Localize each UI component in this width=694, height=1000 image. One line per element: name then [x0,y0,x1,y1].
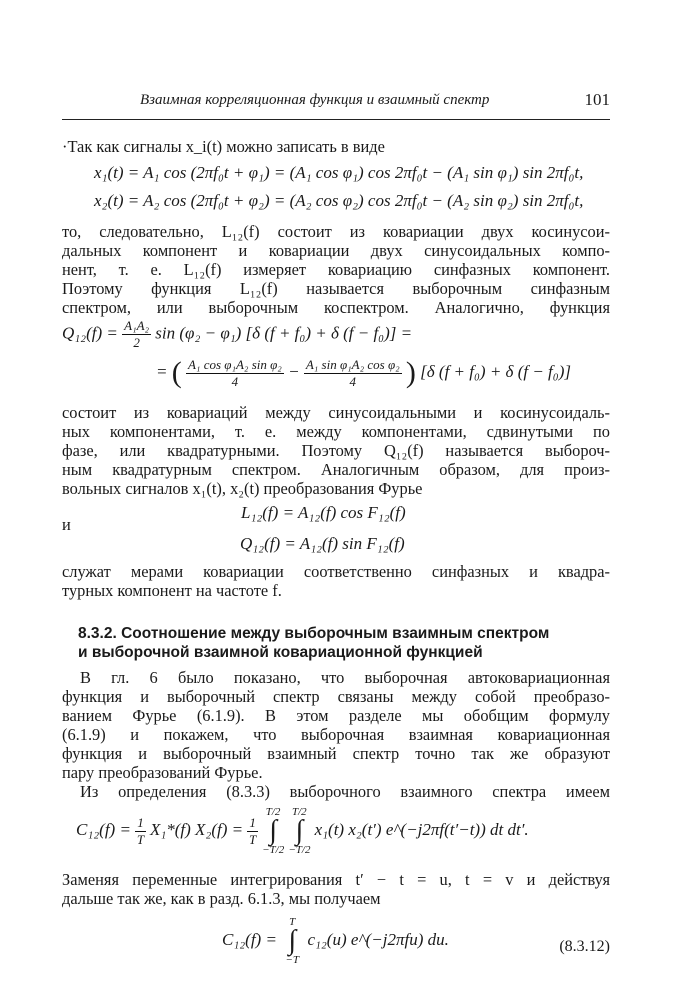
equation-Q12: Q₁₂(f) = A₁₂(f) sin F₁₂(f) [240,534,405,553]
running-header [140,92,610,109]
q12-fraction-num: A₁A₂ [124,318,150,333]
q12-tail: [δ (f + f₀) + δ (f − f₀)] [420,361,571,381]
integral-1-upper: T/2 [265,806,281,818]
q12-fraction-den: 2 [133,335,140,350]
para2-line5: спектром, или выборочным коспектром. Аналогично, функция [62,298,610,317]
equation-q12-line2: = ( $\frac{\text{A₁ cos φ₁A₂ sin φ₂}}{4}$ − $\frac{\text{A₁ sin φ₁A₂ cos φ₂}}{4}$ ) [δ (f + f₀) + δ (f − f₀)] [156,356,571,389]
para3-line2: ных компонентами, т. е. между компонентами, сдвинутыми по [62,422,610,441]
integral-2-lower: −T/2 [288,844,311,856]
q12-frac1 [186,357,284,390]
final-lhs: C₁₂(f) = [222,929,277,949]
c12-frac2-den: T [248,831,257,847]
q12-frac2-den: 4 [349,373,356,389]
q12-lhs: Q₁₂(f) = [62,323,118,343]
c12-mid: X₁*(f) X₂(f) = [149,819,244,839]
para5-line3: ванием Фурье (6.1.9). В этом разделе мы обобщим формулу [62,706,610,725]
para3-line5: вольных сигналов x₁(t), x₂(t) преобразования Фурье [62,479,423,498]
para5-line6: пару преобразований Фурье. [62,763,263,782]
c12-lhs: C₁₂(f) = [76,819,131,839]
para2-line4: Поэтому функция L₁₂(f) называется выборочным синфазным [62,279,610,298]
integral-1-lower: −T/2 [262,844,285,856]
para5-line5: функция и выборочный взаимный спектр точно так же образуют [62,744,610,763]
integral-final-upper: T [289,916,296,928]
integral-sign-1: T/2 ∫ −T/2 [262,806,285,856]
para7-line2: дальше так же, как в разд. 6.1.3, мы получаем [62,889,381,908]
final-integrand: c₁₂(u) e^(−j2πfu) du. [307,929,449,949]
q12-frac2-num: A₁ sin φ₁A₂ cos φ₂ [305,356,400,372]
para2-line1: то, следовательно, L₁₂(f) состоит из ковариации двух косинусои- [62,222,610,241]
para3-line1: состоит из ковариаций между синусоидальными и косинусоидаль- [62,403,610,422]
integral-2-upper: T/2 [292,806,307,818]
para2-line2: дальных компонент и ковариации двух синусоидальных компо- [62,241,610,260]
para1-line1: ·Так как сигналы x_i(t) можно записать в виде [62,137,385,156]
header-rule [62,119,610,120]
c12-frac2 [247,815,258,848]
para2-line3: нент, т. е. L₁₂(f) измеряет ковариацию синфазных компонент. [62,260,610,279]
para3-line4: ным квадратурным спектром. Аналогичным образом, для произ- [62,460,610,479]
c12-frac2-num: 1 [249,814,256,830]
q12-fraction [122,318,151,351]
c12-frac1-den: T [136,831,145,847]
equation-L12: L₁₂(f) = A₁₂(f) cos F₁₂(f) [241,503,406,522]
para5-line2: функция и выборочный спектр связаны между собой преобразо- [62,687,610,706]
section-heading-line1: 8.3.2. Соотношение между выборочным взаимным спектром [78,625,550,642]
para4-line1: служат мерами ковариации соответственно синфазных и квадра- [62,562,610,581]
integral-final-lower: −T [285,954,299,966]
equation-number: (8.3.12) [559,938,610,955]
q12-frac1-den: 4 [231,373,239,389]
equation-x2: x₂(t) = A₂ cos (2πf₀t + φ₂) = (A₂ cos φ₂) cos 2πf₀t − (A₂ sin φ₂) sin 2πf₀t, [94,191,584,210]
equation-x1: x₁(t) = A₁ cos (2πf₀t + φ₁) = (A₁ cos φ₁) cos 2πf₀t − (A₁ sin φ₁) sin 2πf₀t, [94,163,584,182]
q12-rhs: sin (φ₂ − φ₁) [δ (f + f₀) + δ (f − f₀)] = [155,323,413,343]
section-heading-line2: и выборочной взаимной ковариационной функцией [78,644,483,661]
para5-line1: В гл. 6 было показано, что выборочная автоковариационная [80,668,610,687]
integral-sign-2: T/2 ∫ −T/2 [288,806,311,856]
para7-line1: Заменяя переменные интегрирования t′ − t = u, t = v и действуя [62,870,610,889]
para4-line2: турных компонент на частоте f. [62,581,282,600]
equation-q12-line1 [62,318,412,351]
equation-C12 [76,806,529,856]
running-title: Взаимная корреляционная функция и взаимный спектр [140,92,490,108]
para3-line3: фазе, или квадратурными. Поэтому Q₁₂(f) называется выбороч- [62,441,610,460]
c12-frac1-num: 1 [137,814,144,830]
q12-frac2 [304,357,402,390]
c12-frac1 [135,815,146,848]
q12-frac1-num: A₁ cos φ₁A₂ sin φ₂ [187,356,282,372]
integral-sign-final: T ∫ −T [281,916,303,966]
equation-final [222,916,449,966]
page-number: 101 [584,90,610,109]
c12-integrand: x₁(t) x₂(t′) e^(−j2πf(t′−t)) dt dt′. [314,819,529,839]
and-word: и [62,515,71,534]
q12-eq-sign: = [156,361,168,381]
para6-line1: Из определения (8.3.3) выборочного взаимного спектра имеем [80,782,610,801]
para5-line4: (6.1.9) и покажем, что выборочная взаимная ковариационная [62,725,610,744]
